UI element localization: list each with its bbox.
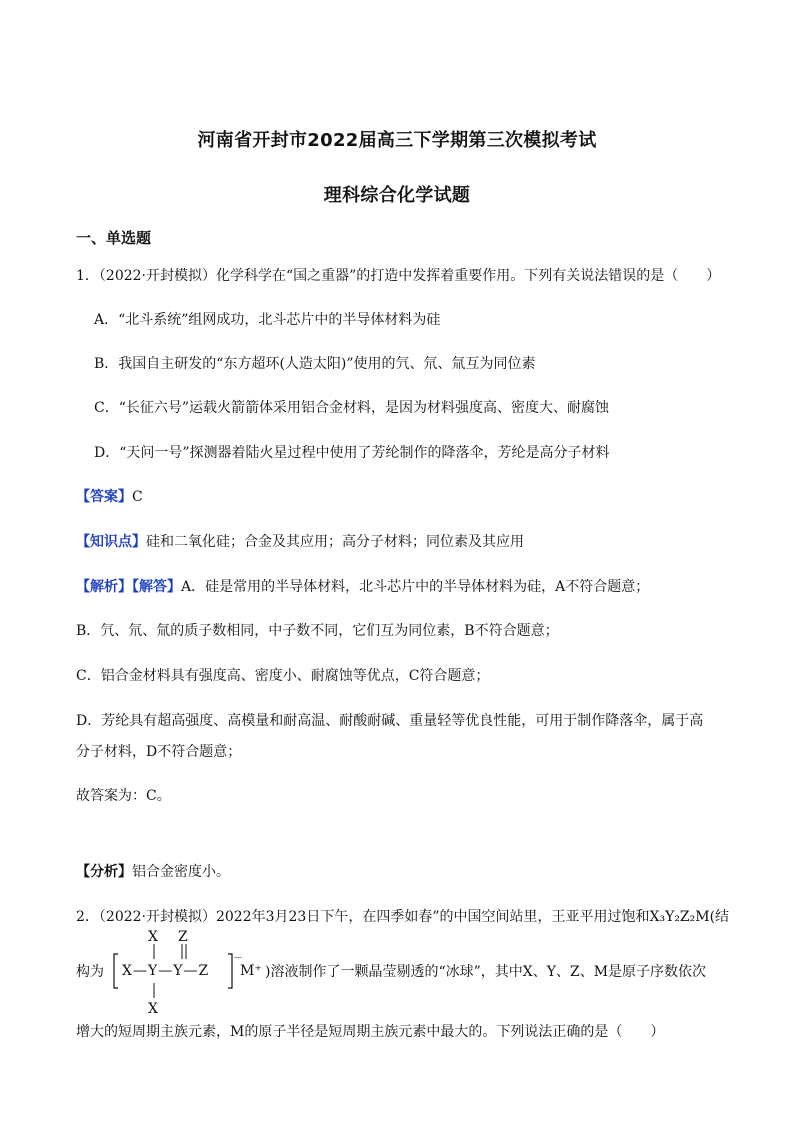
analysis-conclusion: 故答案为：C。 xyxy=(76,788,171,804)
structure-top-z: Z xyxy=(178,929,188,945)
question-1-stem: 1．（2022·开封模拟）化学科学在“国之重器”的打造中发挥着重要作用。下列有关说法错误的是（ ） xyxy=(76,268,721,284)
answer-value: C xyxy=(132,489,143,505)
analysis-line-4: D．芳纶具有超高强度、高模量和耐高温、耐酸耐碱、重量轻等优良性能，可用于制作降落伞，属于高 xyxy=(76,713,704,729)
question-1-option-a: A．“北斗系统”组网成功，北斗芯片中的半导体材料为硅 xyxy=(94,312,441,328)
analysis-row xyxy=(76,577,649,597)
question-1-option-d: D．“天问一号”探测器着陆火星过程中使用了芳纶制作的降落伞，芳纶是高分子材料 xyxy=(94,445,610,461)
structure-top-x: X xyxy=(148,929,158,945)
analysis-line-2: B．氕、氘、氚的质子数相同，中子数不同，它们互为同位素，B不符合题意； xyxy=(76,623,559,639)
analysis-line-3: C．铝合金材料具有强度高、密度小、耐腐蚀等优点，C符合题意； xyxy=(76,668,490,684)
question-1-option-b: B．我国自主研发的“东方超环(人造太阳)”使用的氕、氘、氚互为同位素 xyxy=(94,356,536,372)
knowledge-value: 硅和二氧化硅；合金及其应用；高分子材料；同位素及其应用 xyxy=(146,534,524,550)
question-1-option-c: C．“长征六号”运载火箭箭体采用铝合金材料，是因为材料强度高、密度大、耐腐蚀 xyxy=(94,400,610,416)
knowledge-row xyxy=(76,532,524,552)
question-2-line-2-suffix: )溶液制作了一颗晶莹剔透的“冰球”，其中X、Y、Z、M是原子序数依次 xyxy=(265,964,707,980)
structure-chain: X—Y—Y—Z xyxy=(122,963,210,979)
analysis-line-5: 分子材料，D不符合题意； xyxy=(76,744,242,760)
exam-subtitle: 理科综合化学试题 xyxy=(323,185,471,206)
structure-cation: M⁺ xyxy=(240,963,262,979)
question-2-line-1: 2．（2022·开封模拟）2022年3月23日下午，在四季如春”的中国空间站里，王亚平用过饱和X₃Y₂Z₂M(结 xyxy=(76,909,730,925)
fenxi-value: 铝合金密度小。 xyxy=(132,864,230,880)
analysis-line-1: A．硅是常用的半导体材料，北斗芯片中的半导体材料为硅，A不符合题意； xyxy=(181,579,650,595)
question-2-line-3: 增大的短周期主族元素，M的原子半径是短周期主族元素中最大的。下列说法正确的是（ ） xyxy=(76,1024,665,1040)
structure-bottom-x: X xyxy=(148,1001,158,1017)
question-2-line-2-prefix: 构为 xyxy=(76,964,104,980)
fenxi-row xyxy=(76,862,230,882)
answer-row xyxy=(76,487,143,507)
exam-title: 河南省开封市2022届高三下学期第三次模拟考试 xyxy=(197,130,597,151)
knowledge-tag: 【知识点】 xyxy=(76,534,146,550)
section-heading: 一、单选题 xyxy=(76,229,152,247)
structure-formula xyxy=(112,928,262,1020)
analysis-tag: 【解析】【解答】 xyxy=(76,579,181,595)
answer-tag: 【答案】 xyxy=(76,489,132,505)
fenxi-tag: 【分析】 xyxy=(76,864,132,880)
structure-charge: － xyxy=(233,953,243,964)
